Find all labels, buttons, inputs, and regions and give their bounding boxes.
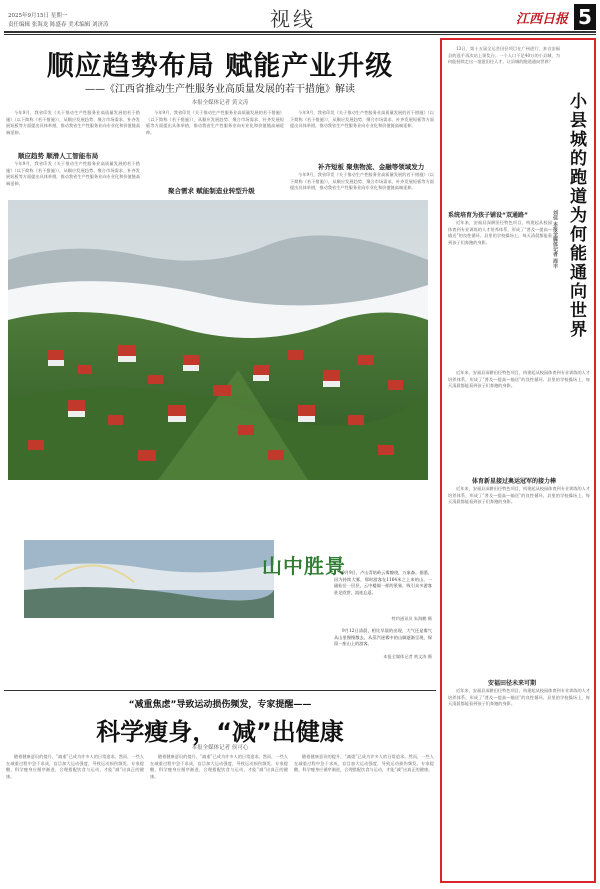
health-kicker: “减重焦虑”导致运动损伤频发，专家提醒—— bbox=[128, 700, 312, 710]
health-col-1: 随着健康意识的提升，“减重”已成为许多人的日常追求。然而，一些人在减重过程中急于求成，盲目加大运动强度，导致运动损伤频发。专家提醒，科学瘦身应循序渐进，合理搭配饮食与运动，才能“减”出真正的健康。 bbox=[6, 754, 144, 779]
section-title: 视线 bbox=[270, 7, 316, 31]
article-col-1-body: 今年9月，我省印发《关于推动生产性服务业高质量发展的若干措施》（以下简称《若干措施》），从顺应发展趋势、聚合市场需求、补齐发展短板等方面提出具体举措，推动我省生产性服务业向专业化和价值链高端延伸。 bbox=[6, 161, 140, 186]
mountain-village-photo bbox=[8, 200, 428, 480]
main-byline: 本报全媒体记者 黄文涛 bbox=[191, 100, 249, 106]
photo-credit: 特约通讯员 朱海鹏 摄 bbox=[391, 616, 432, 621]
subhead-1: 顺应趋势 顺滑人工智能布局 bbox=[18, 152, 99, 160]
story-subhead-3: 安福田径未来可期 bbox=[488, 680, 537, 687]
editor-credits: 责任编辑 张海龙 陈盛春 美术编辑 刘济涛 bbox=[8, 22, 109, 28]
article-col-3-body: 今年9月，我省印发《关于推动生产性服务业高质量发展的若干措施》（以下简称《若干措施》），从顺应发展趋势、聚合市场需求、补齐发展短板等方面提出具体举措，推动我省生产性服务业向专业化和价值链高端延伸。 bbox=[290, 172, 434, 191]
article-col-3-top: 今年9月，我省印发《关于推动生产性服务业高质量发展的若干措施》（以下简称《若干措施》），从顺应发展趋势、聚合市场需求、补齐发展短板等方面提出具体举措，推动我省生产性服务业向专业化和价值链高端延伸。 bbox=[290, 110, 434, 129]
story-intro: 13日，第十五届全运会田径项目在广州进行，来自安福县的选手再次站上领奖台。一个人口不足40万的小县城，为何能持续走出一批批田径人才，让县城的跑道通向世界？ bbox=[448, 46, 560, 65]
story-body-3: 近年来，安福县深耕田径特色项目，构建起从校园体育到专业训练的人才培养体系，形成了“普及—提高—输送”的良性循环。县里的学校操场上，每天清晨都能看到孩子们奔跑的身影。 bbox=[448, 688, 590, 707]
story-byline: 刘佳 本报全媒体记者 周丰 bbox=[552, 210, 558, 269]
health-col-3: 随着健康意识的提升，“减重”已成为许多人的日常追求。然而，一些人在减重过程中急于求成，盲目加大运动强度，导致运动损伤频发。专家提醒，科学瘦身应循序渐进，合理搭配饮食与运动，才能“减”出真正的健康。 bbox=[294, 754, 434, 773]
header-rule bbox=[4, 31, 596, 33]
health-byline: 本报全媒体记者 侯可心 bbox=[191, 745, 249, 751]
story-body-1b: 近年来，安福县深耕田径特色项目，构建起从校园体育到专业训练的人才培养体系，形成了“普及—提高—输送”的良性循环。县里的学校操场上，每天清晨都能看到孩子们奔跑的身影。 bbox=[448, 370, 590, 389]
health-headline: 科学瘦身，“减”出健康 bbox=[96, 718, 344, 746]
page-header bbox=[0, 0, 600, 38]
photo-credit-2: 本报全媒体记者 黄文涛 摄 bbox=[383, 654, 432, 659]
main-headline: 顺应趋势布局 赋能产业升级 bbox=[46, 51, 394, 82]
inset-photo bbox=[24, 540, 274, 618]
article-col-1-top: 今年9月，我省印发《关于推动生产性服务业高质量发展的若干措施》（以下简称《若干措施》），从顺应发展趋势、聚合市场需求、补齐发展短板等方面提出具体举措，推动我省生产性服务业向专业化和价值链高端延伸。 bbox=[6, 110, 140, 135]
main-subtitle: ——《江西省推动生产性服务业高质量发展的若干措施》解读 bbox=[85, 84, 355, 95]
story-subhead-1: 系统培育为孩子铺设“双通路” bbox=[448, 212, 528, 219]
section-divider bbox=[4, 690, 436, 691]
header-rule-thin bbox=[4, 34, 596, 35]
story-body-1: 近年来，安福县深耕田径特色项目，构建起从校园体育到专业训练的人才培养体系，形成了“普及—提高—输送”的良性循环。县里的学校操场上，每天清晨都能看到孩子们奔跑的身影。 bbox=[448, 220, 552, 245]
feature-title: 山中胜景 bbox=[262, 554, 346, 578]
issue-date: 2025年9月15日 星期一 bbox=[8, 13, 68, 19]
story-body-2: 近年来，安福县深耕田径特色项目，构建起从校园体育到专业训练的人才培养体系，形成了“普及—提高—输送”的良性循环。县里的学校操场上，每天清晨都能看到孩子们奔跑的身影。 bbox=[448, 486, 590, 505]
page-number: 5 bbox=[574, 4, 596, 30]
story-headline: 小县城的跑道为何能通向世界 bbox=[566, 92, 586, 339]
newspaper-logo: 江西日报 bbox=[516, 12, 569, 27]
photo-caption-2: 9月12日清晨，相比早晨的出现，大气还是雾气从山里慢慢散去，从蒸汽迷雾中的山脚逐渐呈现，保留一座山上的游客。 bbox=[334, 628, 432, 647]
health-col-2: 随着健康意识的提升，“减重”已成为许多人的日常追求。然而，一些人在减重过程中急于求成，盲目加大运动强度，导致运动损伤频发。专家提醒，科学瘦身应循序渐进，合理搭配饮食与运动，才能“减”出真正的健康。 bbox=[150, 754, 288, 779]
story-subhead-2: 体育新星接过奥运冠军的接力棒 bbox=[472, 478, 557, 485]
subhead-2: 聚合需求 赋能制造业转型升级 bbox=[168, 187, 255, 195]
subhead-3: 补齐短板 聚焦物流、金融等领域发力 bbox=[318, 163, 425, 171]
article-col-2-top: 今年9月，我省印发《关于推动生产性服务业高质量发展的若干措施》（以下简称《若干措施》），从顺应发展趋势、聚合市场需求、补齐发展短板等方面提出具体举措，推动我省生产性服务业向专业化和价值链高端延伸。 bbox=[146, 110, 284, 135]
county-track-story bbox=[440, 38, 596, 883]
photo-caption: 9月9日，卢山青姑岭云雾缭绕，万象森。据悉，因为持续大雾，那时游客在1164米之上来的山，一副仙岳一层层，云中楼阁一样的景象，吸引众多游客驻足欣赏，流连忘返。 bbox=[334, 570, 432, 595]
